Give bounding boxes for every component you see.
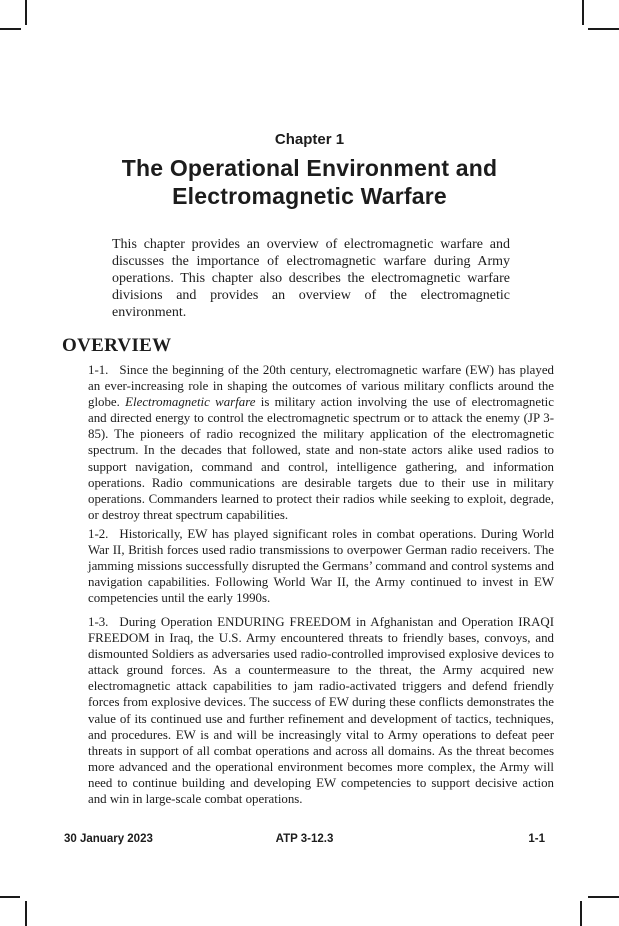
crop-mark-top-right-vertical (582, 0, 584, 25)
paragraph-number: 1-2. (88, 527, 109, 541)
crop-mark-bottom-right-vertical (580, 901, 582, 926)
page-footer (64, 833, 545, 845)
chapter-title: The Operational Environment and Electromagnetic Warfare (121, 155, 498, 209)
paragraph-number: 1-3. (88, 615, 109, 629)
paragraph-text: Historically, EW has played significant roles in combat operations. During World War II, British forces used radio transmissions to overpower German radio receivers. The jamming missions successfully disrupted the Germans’ command and control systems and navigation capabilities. Following World War II, the Army continued to invest in EW competencies until the early 1990s. (88, 527, 554, 606)
paragraph-1-1 (88, 362, 554, 523)
italic-defined-term: Electromagnetic warfare (125, 395, 256, 410)
paragraph-text: During Operation ENDURING FREEDOM in Afghanistan and Operation IRAQI FREEDOM in Iraq, the U.S. Army encountered threats to friendly bases, convoys, and dismounted Soldiers as adversaries used radio-controlled improvised explosive devices to attack ground forces. As a countermeasure to the threat, the Army acquired new electromagnetic attack capabilities to jam radio-activated triggers and defend friendly forces from explosive devices. The success of EW during these conflicts demonstrates the value of its continued use and further refinement and development of tactics, techniques, and procedures. EW is and will be increasingly vital to Army operations to defeat peer threats in support of all combat operations and across all domains. As the threat becomes more advanced and the operational environment becomes more complex, the Army will need to continue building and developing EW competencies to support decisive action and win in large-scale combat operations. (88, 615, 554, 807)
chapter-label: Chapter 1 (274, 131, 345, 148)
paragraph-text: Since the beginning of the 20th century, electromagnetic warfare (EW) has played an ever-increasing role in shaping the outcomes of various military conflicts around the globe. (88, 363, 554, 410)
paragraph-number: 1-1. (88, 363, 109, 377)
crop-mark-bottom-left-vertical (25, 901, 27, 926)
crop-mark-top-left-vertical (25, 0, 27, 25)
section-heading-overview: OVERVIEW (62, 335, 172, 356)
crop-mark-bottom-left-horizontal (0, 896, 20, 898)
crop-mark-bottom-right-horizontal (588, 896, 619, 898)
crop-mark-top-left-horizontal (0, 28, 21, 30)
paragraph-1-3 (88, 614, 554, 807)
paragraph-1-2 (88, 526, 554, 606)
paragraph-text: is military action involving the use of electromagnetic and directed energy to control the electromagnetic spectrum or to attack the enemy (JP 3-85). The pioneers of radio recognized the military application of the electromagnetic spectrum. In the decades that followed, state and non-state actors alike used radios to support navigation, command and control, intelligence gathering, and information operations. Radio communications are desirable targets due to their use in military operations. Commanders learned to protect their radios while seeking to exploit, degrade, or destroy threat spectrum capabilities. (88, 395, 554, 522)
footer-page-number: 1-1 (528, 833, 545, 845)
crop-mark-top-right-horizontal (588, 28, 619, 30)
chapter-introduction: This chapter provides an overview of electromagnetic warfare and discusses the importance of electromagnetic warfare during Army operations. This chapter also describes the electromagnetic warfare divisions and provides an overview of the electromagnetic environment. (112, 237, 510, 320)
footer-date: 30 January 2023 (64, 833, 153, 845)
footer-document-id: ATP 3-12.3 (275, 833, 334, 845)
